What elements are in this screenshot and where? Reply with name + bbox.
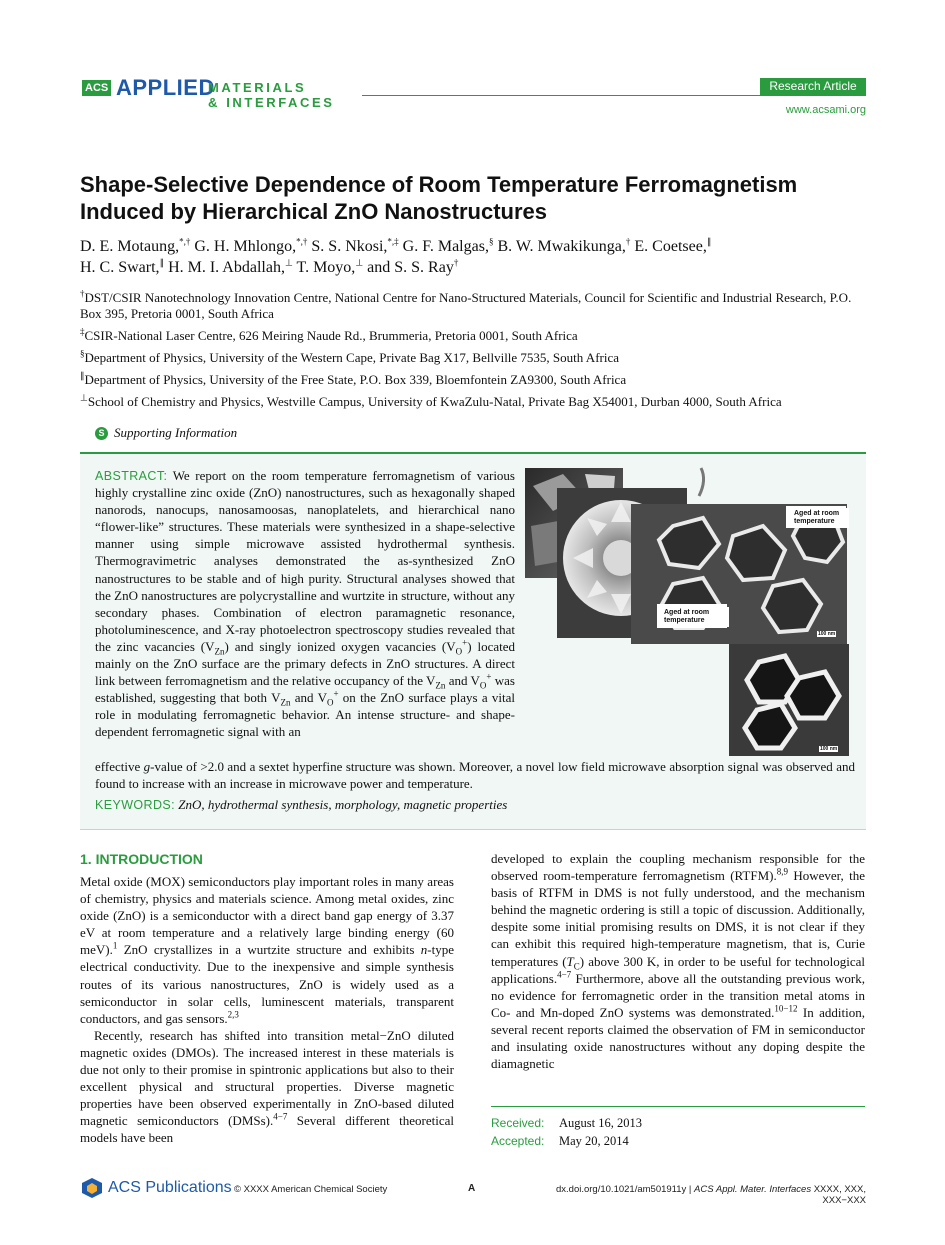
paragraph: Recently, research has shifted into transition metal−ZnO diluted magnetic oxides (DMOs). The increased interest in these materials is due not only to their promise in spintronic applications but also to their excellent physical and structural properties. Diverse magnetic properties have been observed experimentally in ZnO-based diluted magnetic semiconductors (DMSs).$^{4-7}$ Several different theoretical models have been <box>80 1027 455 1146</box>
supporting-information-link[interactable] <box>95 425 237 441</box>
author[interactable]: B. W. Mwakikunga, <box>493 238 626 255</box>
copyright: © XXXX American Chemical Society <box>234 1184 388 1195</box>
keywords <box>95 797 855 813</box>
acs-publications-logo[interactable] <box>80 1177 232 1199</box>
abstract-label: ABSTRACT: <box>95 469 168 483</box>
author-mark: § <box>488 236 494 247</box>
author[interactable]: T. Moyo, <box>292 259 356 276</box>
journal-logo <box>82 75 352 112</box>
section-heading-introduction: 1. INTRODUCTION <box>80 851 203 867</box>
logo-acs: ACS <box>82 80 111 96</box>
affiliation: ⊥School of Chemistry and Physics, Westville Campus, University of KwaZulu-Natal, Private Bag X54001, Durban 4000, South Africa <box>80 392 782 409</box>
author-mark: † <box>625 236 631 247</box>
accepted-label: Accepted: <box>491 1134 545 1148</box>
affiliations <box>80 290 870 416</box>
paragraph: Metal oxide (MOX) semiconductors play important roles in many areas of chemistry, physics and materials science. Among metal oxides, zinc oxide (ZnO) is a semiconductor with a direct band gap energy of 3.37 eV at room temperature and a relatively large binding energy (60 meV).$^1$ ZnO crystallizes in a wurtzite structure and exhibits n-type electrical conductivity. Due to the inexpensive and simple synthesis routes of its various nanostructures, ZnO is widely used as a semiconductor in solar cells, luminescent materials, transparent conductors, and gas sensors.$^{2,3}$ <box>80 874 454 1026</box>
graphic-label-aged-top: Aged at room temperature <box>791 508 849 528</box>
author-mark: ⊥ <box>355 257 364 268</box>
author-mark: *,† <box>179 236 191 247</box>
author-mark: *,† <box>296 236 308 247</box>
article-title: Shape-Selective Dependence of Room Temperature Ferromagnetism Induced by Hierarchical ZnO Nanostructures <box>80 172 798 224</box>
author-mark: † <box>453 257 459 268</box>
author-mark: ∥ <box>159 257 165 268</box>
affiliation: ∥Department of Physics, University of the Free State, P.O. Box 339, Bloemfontein ZA9300, South Africa <box>80 370 627 387</box>
received-date: August 16, 2013 <box>559 1116 642 1130</box>
paragraph: developed to explain the coupling mechanism responsible for the observed room-temperature ferromagnetism (RTFM).$^{8,9}$ However, the basis of RTFM in DMS is not fully understood, and the mechanism behind the magnetic ordering is still a topic of discussion. Additionally, despite some initial promising results on DMS, it is not clear if they can exhibit this required high-temperature magnetism, that is, Curie temperatures $(T_C)$ above 300 K, in order to be useful for technological applications.$^{4-7}$ Furthermore, above all the outstanding previous work, no evidence for ferromagnetic order in the transition metal atoms in Co- and Mn-doped ZnO systems was demonstrated.$^{10-12}$ In addition, several recent reports claimed the observation of FM in semiconductor and insulating oxide nanostructures without any doping despite the diamagnetic <box>491 851 865 1072</box>
author-mark: *,‡ <box>387 236 399 247</box>
author[interactable]: G. F. Malgas, <box>398 238 489 255</box>
received-label: Received: <box>491 1116 545 1130</box>
author[interactable]: E. Coetsee, <box>630 238 707 255</box>
body-column-left <box>80 873 454 1147</box>
journal-website-link[interactable]: www.acsami.org <box>785 104 866 116</box>
logo-applied: APPLIED <box>116 75 215 100</box>
doi-link[interactable]: dx.doi.org/10.1021/am501911y | <box>556 1184 695 1195</box>
page-number: A <box>468 1183 476 1194</box>
doi-citation[interactable] <box>549 1184 866 1206</box>
author[interactable]: G. H. Mhlongo, <box>190 238 297 255</box>
dates-rule <box>491 1106 865 1107</box>
abstract-text-continued: effective g-value of >2.0 and a sextet hyperfine structure was shown. Moreover, a novel low field microwave absorption signal was observed and found to increase with an increase in microwave power and temperature. <box>95 759 855 792</box>
supporting-info-icon: S <box>95 427 108 440</box>
toc-graphic <box>523 466 853 756</box>
logo-materials: MATERIALS <box>208 80 307 95</box>
abstract-text: ABSTRACT: We report on the room temperature ferromagnetism of various highly crystalline zinc oxide (ZnO) nanostructures, such as hexagonally shaped nanorods, nanocups, nanosamoosas, nanoplatelets, and hierarchical nano “flower-like” structures. These materials were synthesized in a shape-selective manner using simple microwave assisted hydrothermal synthesis. Thermogravimetric analyses demonstrated the as-synthesized ZnO nanostructures to be stable and of high purity. Structural analyses showed that the ZnO nanostructures are polycrystalline and wurtzite in structure, without any secondary phases. Combination of electron paramagnetic resonance, photoluminescence, and X-ray photoelectron spectroscopy studies revealed that the zinc vacancies $(V_{Zn})$ and singly ionized oxygen vacancies $(V_O^+)$ located mainly on the ZnO surface are the primary defects in ZnO structures. A direct link between ferromagnetism and the relative occupancy of the $V_{Zn}$ and $V_O^+$ was established, suggesting that both $V_{Zn}$ and $V_O^+$ on the ZnO surface plays a vital role in modulating ferromagnetic behavior. An intense structure- and shape-dependent ferromagnetic signal with an <box>95 468 515 740</box>
author[interactable]: and S. S. Ray <box>363 259 454 276</box>
accepted-date: May 20, 2014 <box>559 1134 629 1148</box>
graphic-scale-bar-a: 100 nm <box>818 631 836 637</box>
author[interactable]: H. M. I. Abdallah, <box>164 259 285 276</box>
supporting-info-label: Supporting Information <box>114 425 238 440</box>
author-list <box>80 236 870 278</box>
journal-abbrev: ACS Appl. Mater. Interfaces <box>694 1184 812 1195</box>
affiliation: †DST/CSIR Nanotechnology Innovation Centre, National Centre for Nano-Structured Materials, Council for Scientific and Industrial Research, P.O. Box 395, Pretoria 0001, South Africa <box>80 288 852 321</box>
author-mark: ∥ <box>706 236 712 247</box>
graphic-label-aged-mid: Aged at room temperature <box>661 607 729 627</box>
author[interactable]: D. E. Motaung, <box>80 238 180 255</box>
publisher-name: ACS Publications <box>108 1179 232 1196</box>
affiliation: ‡CSIR-National Laser Centre, 626 Meiring Naude Rd., Brummeria, Pretoria 0001, South Africa <box>80 326 578 343</box>
author[interactable]: S. S. Nkosi, <box>307 238 388 255</box>
logo-interfaces: & INTERFACES <box>208 95 335 110</box>
body-column-right <box>491 850 865 1072</box>
affiliation: §Department of Physics, University of the Western Cape, Private Bag X17, Bellville 7535, South Africa <box>80 348 620 365</box>
keywords-values: ZnO, hydrothermal synthesis, morphology, magnetic properties <box>175 797 508 812</box>
header-rule <box>362 95 866 96</box>
keywords-label: KEYWORDS: <box>95 798 175 812</box>
publication-dates <box>491 1114 642 1150</box>
article-type-badge: Research Article <box>760 78 866 95</box>
author-mark: ⊥ <box>284 257 293 268</box>
graphic-scale-bar-b: 100 nm <box>820 746 838 752</box>
acs-hexagon-icon <box>80 1177 104 1199</box>
author[interactable]: H. C. Swart, <box>80 259 160 276</box>
volume-info: XXXX, XXX, XXX−XXX <box>811 1184 866 1206</box>
